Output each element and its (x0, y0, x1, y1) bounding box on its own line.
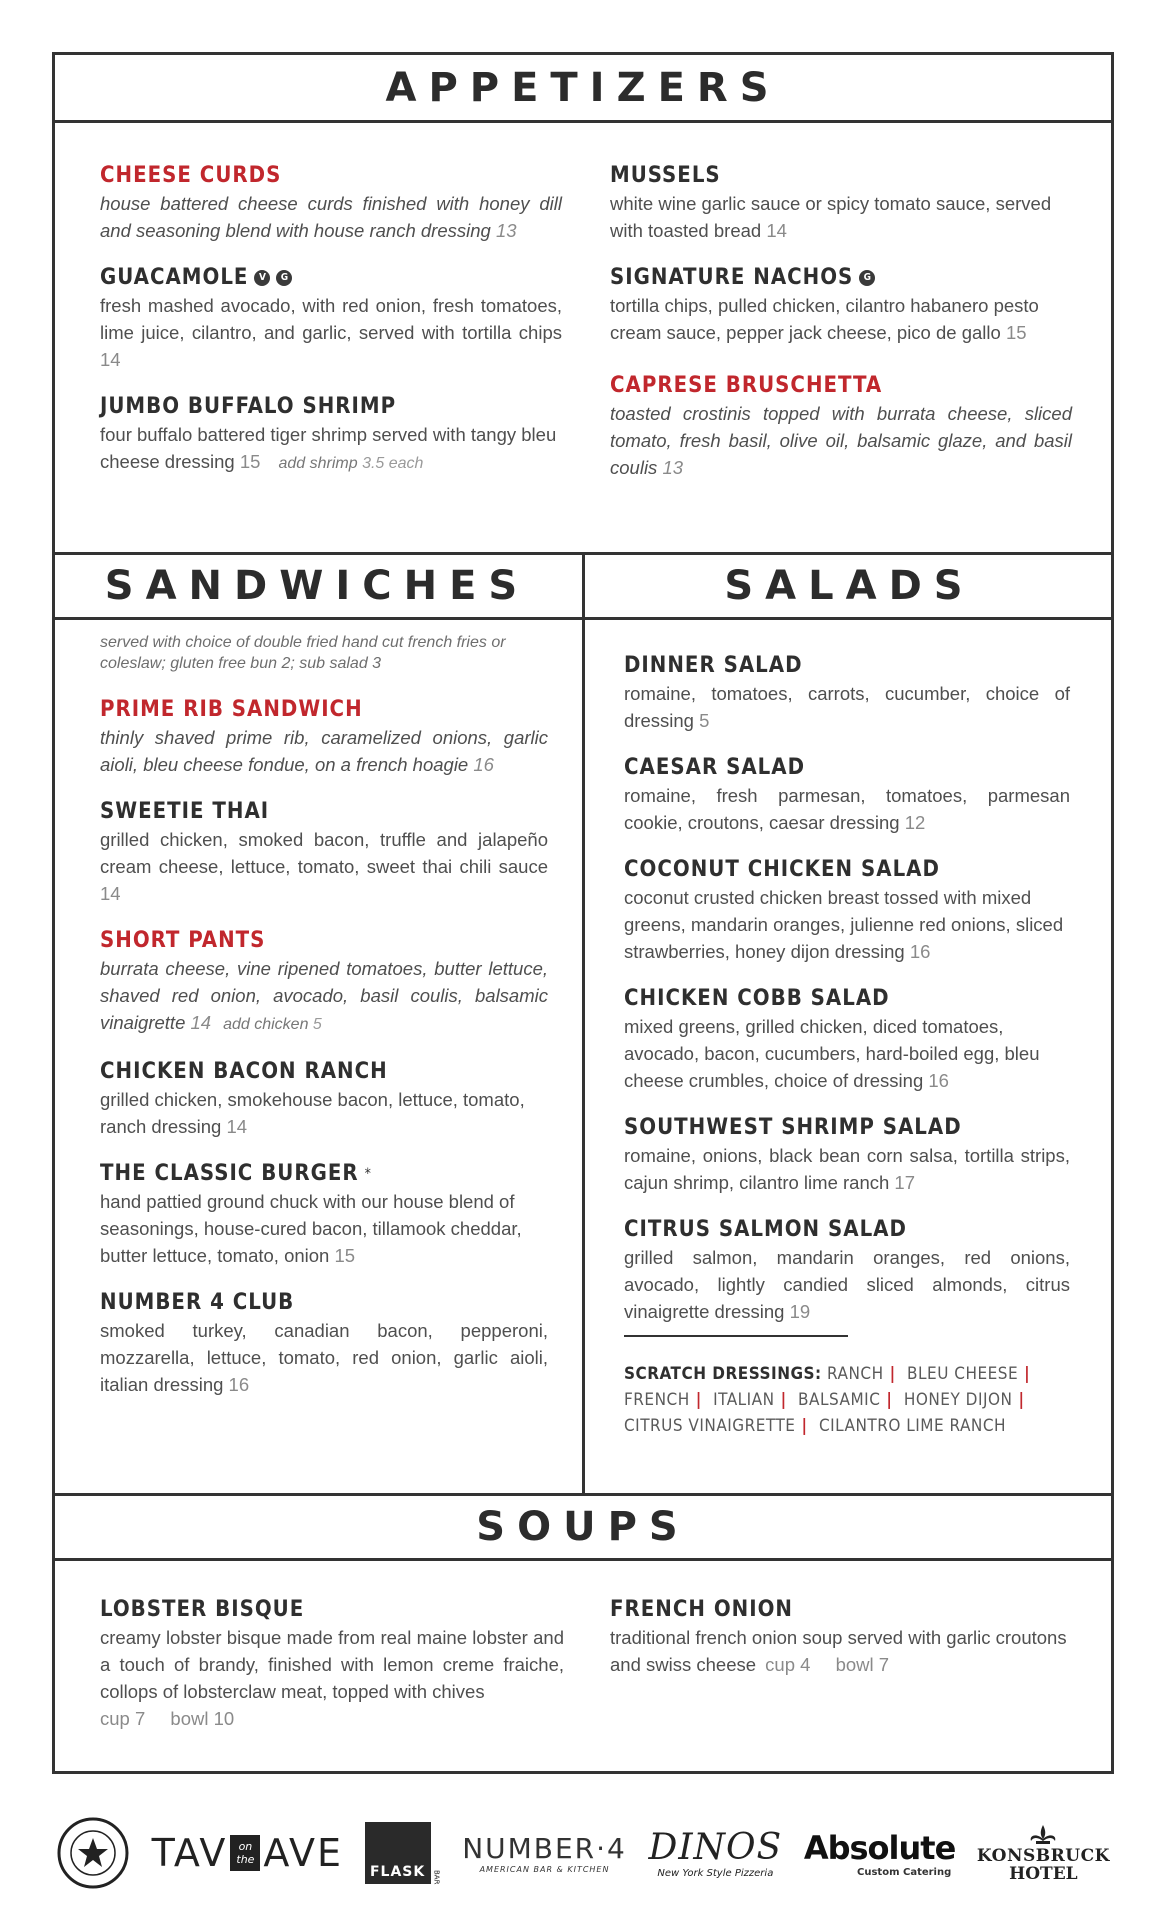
menu-item-jumbo-buffalo-shrimp (100, 393, 562, 477)
flask-bar-logo: FLASK BAR (365, 1822, 441, 1884)
menu-item-caprese-bruschetta (610, 372, 1072, 481)
item-title: SIGNATURE NACHOS G (610, 264, 1072, 292)
item-title: THE CLASSIC BURGER * (100, 1161, 372, 1186)
item-addon: add shrimp 3.5 each (278, 455, 424, 472)
item-description: toasted crostinis topped with burrata cheese, sliced tomato, fresh basil, olive oil, balsamic glaze, and basil coulis 13 (610, 403, 1072, 478)
appetizers-header-rule (52, 120, 1114, 123)
item-title: SOUTHWEST SHRIMP SALAD (624, 1115, 962, 1140)
menu-item-french-onion (610, 1596, 1074, 1678)
item-title: CHEESE CURDS (100, 163, 282, 188)
salads-column (624, 652, 1070, 1439)
item-description: grilled chicken, smokehouse bacon, lettuce, tomato, ranch dressing 14 (100, 1089, 525, 1137)
sandwiches-column (100, 632, 548, 1418)
sandwiches-salads-divider (582, 552, 585, 1495)
menu-item-citrus-salmon-salad (624, 1216, 1070, 1325)
menu-item-prime-rib-sandwich (100, 696, 548, 778)
item-description: fresh mashed avocado, with red onion, fresh tomatoes, lime juice, cilantro, and garlic, served with tortilla chips 14 (100, 295, 562, 370)
item-price: 5 (699, 710, 710, 731)
menu-item-chicken-cobb-salad (624, 985, 1070, 1094)
item-price: 16 (928, 1070, 949, 1091)
item-title: JUMBO BUFFALO SHRIMP (100, 394, 397, 419)
vegetarian-badge-icon: V (254, 270, 270, 286)
item-description: romaine, tomatoes, carrots, cucumber, choice of dressing 5 (624, 683, 1070, 731)
fleur-de-lis-icon (1023, 1823, 1063, 1847)
dinos-pizzeria-logo: DINOS New York Style Pizzeria (648, 1827, 783, 1879)
item-title: CITRUS SALMON SALAD (624, 1217, 907, 1242)
raw-warning-mark: * (364, 1166, 372, 1182)
appetizers-right-column (610, 162, 1072, 501)
item-price: 15 (1005, 322, 1027, 343)
menu-item-number-4-club (100, 1289, 548, 1398)
appetizers-header: APPETIZERS (385, 64, 781, 111)
item-addon: add chicken 5 (223, 1016, 322, 1033)
item-description: creamy lobster bisque made from real maine lobster and a touch of brandy, finished with lemon creme fraiche, collops of lobsterclaw meat, topped with chives (100, 1627, 564, 1702)
gluten-free-badge-icon: G (276, 270, 292, 286)
menu-item-the-classic-burger (100, 1160, 548, 1269)
soups-header-rule (52, 1558, 1114, 1561)
item-description: romaine, fresh parmesan, tomatoes, parmesan cookie, croutons, caesar dressing 12 (624, 785, 1070, 833)
item-title: GUACAMOLE V G (100, 264, 562, 292)
item-description: four buffalo battered tiger shrimp served with tangy bleu cheese dressing 15 add shrimp 3.5 each (100, 424, 557, 472)
item-description: burrata cheese, vine ripened tomatoes, butter lettuce, shaved red onion, avocado, basil coulis, balsamic vinaigrette 14 add chicken 5 (100, 958, 548, 1033)
item-title: CHICKEN COBB SALAD (624, 986, 890, 1011)
item-price: 13 (495, 220, 517, 241)
soups-left-column (100, 1596, 564, 1752)
absolute-catering-logo: Absolute Custom Catering (803, 1828, 956, 1878)
menu-item-caesar-salad (624, 754, 1070, 836)
menu-item-chicken-bacon-ranch (100, 1058, 548, 1140)
item-price: 16 (909, 941, 931, 962)
third-street-tavern-logo (56, 1816, 130, 1890)
number-4-logo: NUMBER·4 AMERICAN BAR & KITCHEN (462, 1832, 627, 1874)
konsbruck-hotel-logo: KONSBRUCK HOTEL (977, 1823, 1110, 1883)
item-description: house battered cheese curds finished with honey dill and seasoning blend with house ranch dressing 13 (100, 193, 562, 241)
item-price: 14 (100, 349, 121, 370)
scratch-dressings-list: SCRATCH DRESSINGS: RANCH | BLEU CHEESE | FRENCH | ITALIAN | BALSAMIC | HONEY DIJON | CITRUS VINAIGRETTE | CILANTRO LIME RANCH (624, 1364, 1031, 1436)
third-street-tavern-seal-icon (56, 1816, 130, 1890)
item-description: white wine garlic sauce or spicy tomato sauce, served with toasted bread 14 (610, 193, 1052, 241)
item-title: LOBSTER BISQUE (100, 1597, 305, 1622)
item-title: SWEETIE THAI (100, 799, 270, 824)
item-price: 16 (228, 1374, 250, 1395)
menu-item-lobster-bisque (100, 1596, 564, 1732)
item-price: 14 (100, 883, 121, 904)
menu-item-mussels (610, 162, 1072, 244)
item-title: NUMBER 4 CLUB (100, 1290, 295, 1315)
dressings-divider (624, 1335, 848, 1337)
item-price: 15 (334, 1245, 356, 1266)
appetizers-left-column (100, 162, 562, 497)
item-price: 14 (190, 1012, 212, 1033)
soups-header: SOUPS (476, 1504, 690, 1550)
item-description: grilled salmon, mandarin oranges, red onions, avocado, lightly candied sliced almonds, citrus vinaigrette dressing 19 (624, 1247, 1070, 1322)
item-title: SHORT PANTS (100, 928, 266, 953)
menu-item-cheese-curds (100, 162, 562, 244)
item-price: 12 (904, 812, 926, 833)
item-description: hand pattied ground chuck with our house blend of seasonings, house-cured bacon, tillamook cheddar, butter lettuce, tomato, onion 15 (100, 1191, 522, 1266)
menu-item-southwest-shrimp-salad (624, 1114, 1070, 1196)
menu-item-dinner-salad (624, 652, 1070, 734)
dressings-label: SCRATCH DRESSINGS: (624, 1364, 822, 1384)
salads-header: SALADS (724, 563, 975, 609)
item-title: CAPRESE BRUSCHETTA (610, 373, 883, 398)
item-description: tortilla chips, pulled chicken, cilantro habanero pesto cream sauce, pepper jack cheese, pico de gallo 15 (610, 295, 1039, 343)
item-description: traditional french onion soup served with garlic croutons and swiss cheese cup 4 bowl 7 (610, 1627, 1067, 1675)
item-title: PRIME RIB SANDWICH (100, 697, 363, 722)
item-description: mixed greens, grilled chicken, diced tomatoes, avocado, bacon, cucumbers, hard-boiled egg, bleu cheese crumbles, choice of dressing 16 (624, 1016, 1040, 1091)
menu-item-signature-nachos (610, 264, 1072, 346)
item-description: coconut crusted chicken breast tossed with mixed greens, mandarin oranges, julienne red onions, sliced strawberries, honey dijon dressing 16 (624, 887, 1064, 962)
menu-item-coconut-chicken-salad (624, 856, 1070, 965)
item-price: 17 (894, 1172, 915, 1193)
soups-right-column (610, 1596, 1074, 1698)
item-title: CHICKEN BACON RANCH (100, 1059, 388, 1084)
sandwiches-header: SANDWICHES (104, 563, 530, 609)
item-description: thinly shaved prime rib, caramelized onions, garlic aioli, bleu cheese fondue, on a french hoagie 16 (100, 727, 548, 775)
item-title: FRENCH ONION (610, 1597, 793, 1622)
item-title: COCONUT CHICKEN SALAD (624, 857, 940, 882)
item-title: MUSSELS (610, 163, 721, 188)
menu-item-sweetie-thai (100, 798, 548, 907)
gluten-free-badge-icon: G (859, 270, 875, 286)
tav-on-the-ave-logo: TAV on the AVE (151, 1831, 343, 1875)
item-price: 13 (662, 457, 684, 478)
item-description: romaine, onions, black bean corn salsa, tortilla strips, cajun shrimp, cilantro lime ranch 17 (624, 1145, 1070, 1193)
menu-item-short-pants (100, 927, 548, 1038)
item-title: CAESAR SALAD (624, 755, 806, 780)
item-price: 15 (239, 451, 261, 472)
item-sizes: cup 7 bowl 10 (100, 1708, 235, 1729)
item-title: DINNER SALAD (624, 653, 803, 678)
item-description: grilled chicken, smoked bacon, truffle and jalapeño cream cheese, lettuce, tomato, sweet thai chili sauce 14 (100, 829, 548, 904)
item-price: 19 (789, 1301, 811, 1322)
sandwiches-note: served with choice of double fried hand cut french fries or coleslaw; gluten free bun 2; sub salad 3 (100, 634, 506, 672)
item-price: 14 (766, 220, 787, 241)
item-price: 16 (473, 754, 494, 775)
menu-item-guacamole (100, 264, 562, 373)
item-description: smoked turkey, canadian bacon, pepperoni, mozzarella, lettuce, tomato, red onion, garlic aioli, italian dressing 16 (100, 1320, 548, 1395)
partner-logos-strip (52, 1808, 1114, 1898)
item-price: 14 (226, 1116, 248, 1137)
